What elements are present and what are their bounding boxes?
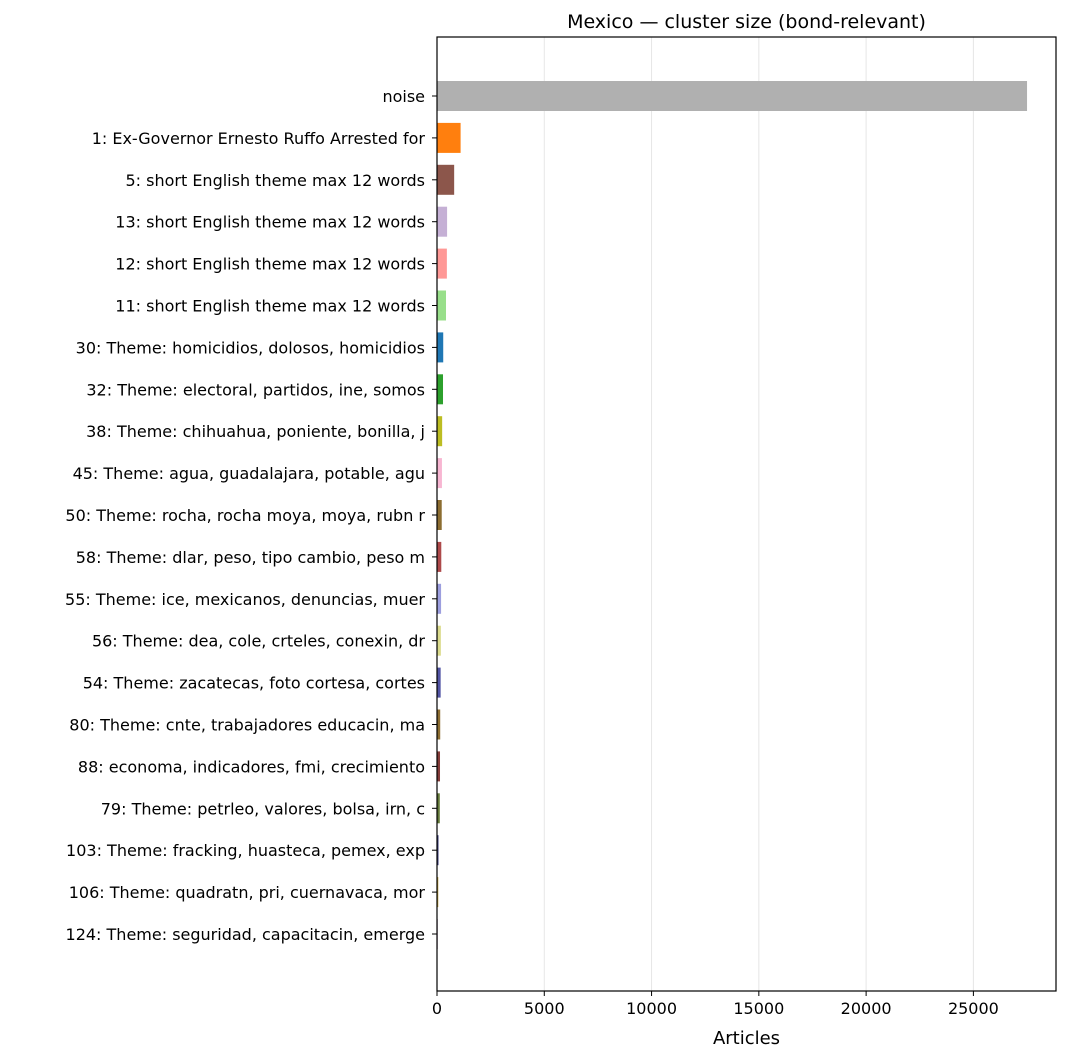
y-tick-label: 38: Theme: chihuahua, poniente, bonilla, j [86, 422, 425, 442]
bar [437, 374, 443, 404]
x-tick-label: 5000 [523, 999, 565, 1018]
y-tick-label: 1: Ex-Governor Ernesto Ruffo Arrested for [91, 128, 425, 148]
bars [437, 81, 1027, 949]
y-tick-label: 55: Theme: ice, mexicanos, denuncias, muer [65, 589, 425, 609]
y-tick-label: 12: short English theme max 12 words [115, 254, 425, 274]
x-tick-label: 25000 [947, 999, 999, 1018]
y-tick-label: 79: Theme: petrleo, valores, bolsa, irn, c [100, 799, 425, 819]
y-tick-label: 5: short English theme max 12 words [125, 170, 425, 190]
x-tick-labels [432, 991, 999, 1018]
x-axis-label: Articles [712, 1028, 781, 1049]
x-tick-label: 0 [431, 999, 443, 1018]
bar [437, 332, 443, 362]
y-tick-label: 30: Theme: homicidios, dolosos, homicidios [75, 338, 425, 358]
y-tick-label: 50: Theme: rocha, rocha moya, moya, rubn r [65, 506, 425, 525]
y-tick-label: 106: Theme: quadratn, pri, cuernavaca, mor [68, 883, 425, 903]
bar [437, 207, 447, 237]
x-tick-label: 15000 [733, 999, 785, 1018]
bar [437, 584, 441, 614]
x-tick-label: 10000 [626, 999, 678, 1018]
y-tick-labels [65, 87, 437, 944]
bar [437, 165, 454, 195]
bar [437, 416, 442, 446]
y-tick-label: 80: Theme: cnte, trabajadores educacin, ma [69, 715, 425, 735]
bar [437, 500, 442, 530]
bar [437, 81, 1027, 111]
bar [437, 249, 447, 279]
y-tick-label: noise [382, 87, 425, 106]
grid-lines [544, 37, 973, 991]
y-tick-label: 124: Theme: seguridad, capacitacin, emerge [65, 925, 425, 944]
y-tick-label: 45: Theme: agua, guadalajara, potable, agu [72, 464, 425, 484]
bar [437, 123, 461, 153]
plot-frame [437, 37, 1056, 991]
y-tick-label: 56: Theme: dea, cole, crteles, conexin, dr [91, 631, 425, 651]
y-tick-label: 32: Theme: electoral, partidos, ine, somos [86, 380, 425, 400]
bar [437, 542, 441, 572]
x-tick-label: 20000 [840, 999, 892, 1018]
bar [437, 458, 442, 488]
y-tick-label: 88: economa, indicadores, fmi, crecimiento [77, 757, 425, 777]
y-tick-label: 103: Theme: fracking, huasteca, pemex, exp [66, 841, 425, 861]
y-tick-label: 54: Theme: zacatecas, foto cortesa, cortes [82, 673, 425, 693]
y-tick-label: 11: short English theme max 12 words [115, 296, 425, 316]
y-tick-label: 58: Theme: dlar, peso, tipo cambio, peso m [75, 547, 425, 567]
chart-title: Mexico — cluster size (bond-relevant) [567, 11, 926, 33]
y-tick-label: 13: short English theme max 12 words [115, 212, 425, 232]
bar [437, 291, 446, 321]
